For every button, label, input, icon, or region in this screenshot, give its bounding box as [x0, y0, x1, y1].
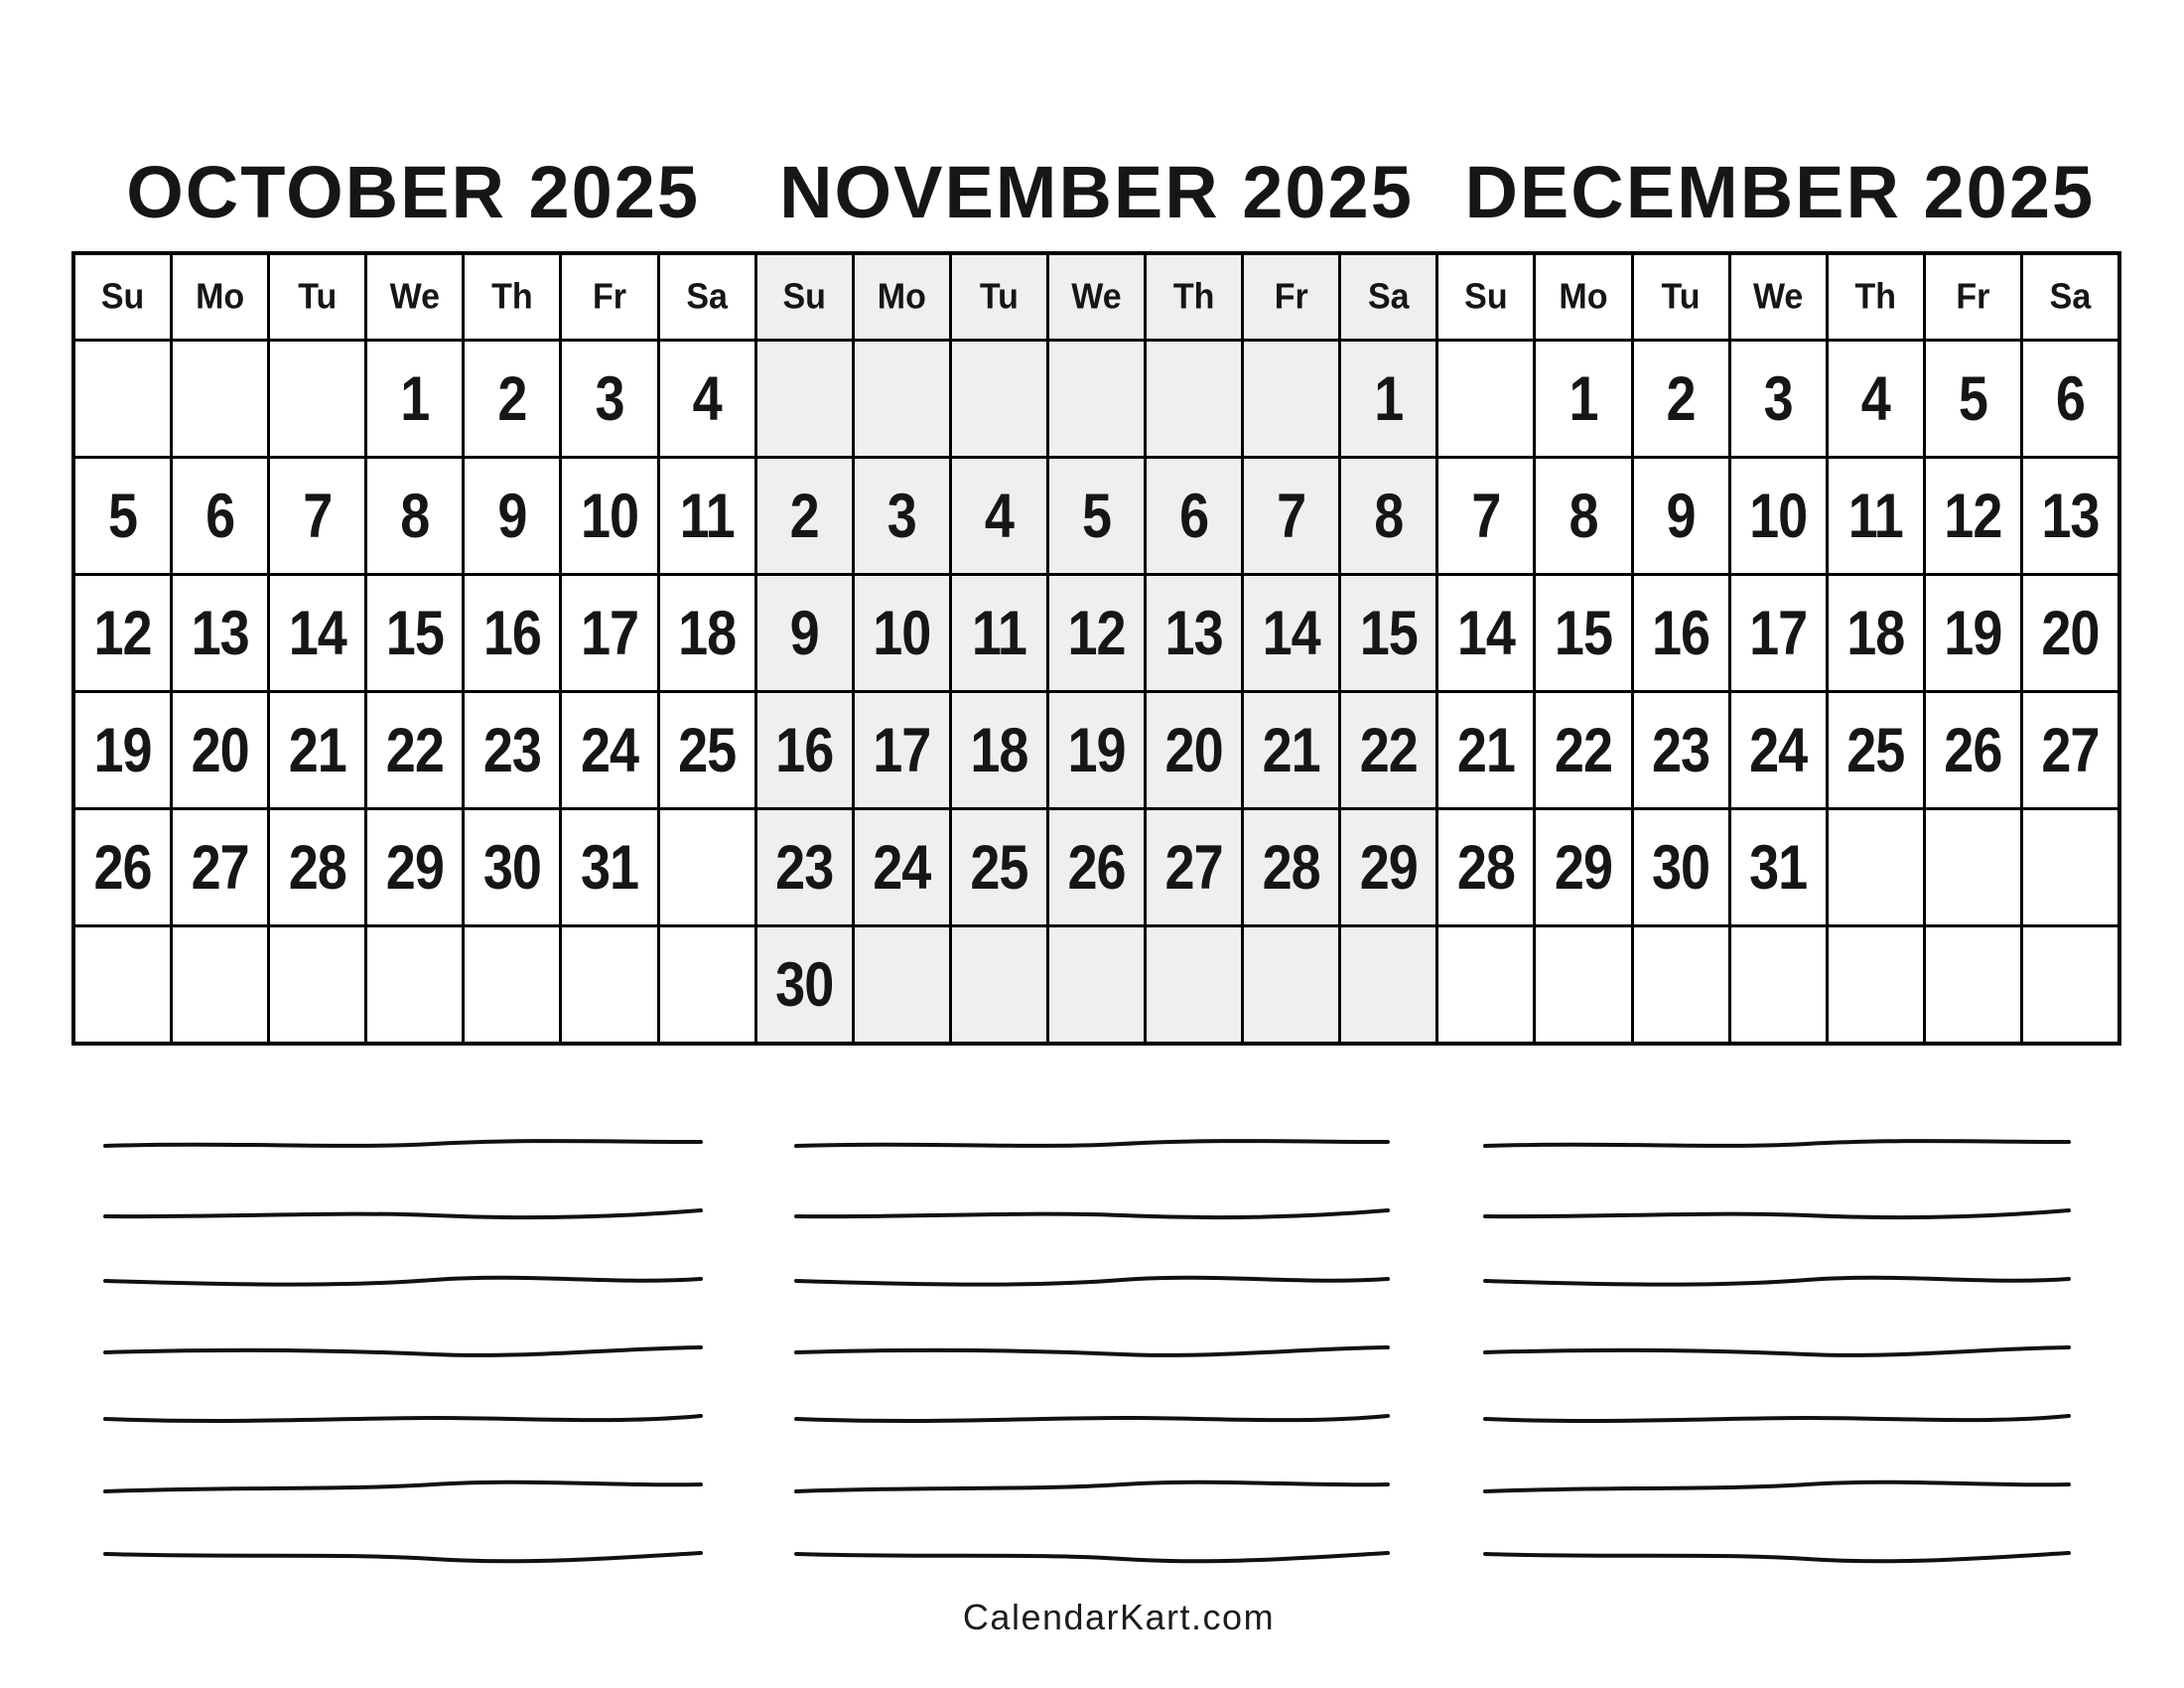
note-line: [796, 1553, 1388, 1561]
date-number: 5: [1958, 363, 1987, 434]
date-cell: [1731, 459, 1826, 573]
date-number: 6: [2055, 363, 2085, 434]
day-header-cell: [465, 255, 559, 339]
date-number: 31: [580, 832, 639, 903]
day-header-label: Fr: [1274, 276, 1308, 317]
date-cell: [1244, 927, 1338, 1042]
day-header-cell: [1536, 255, 1630, 339]
date-cell: [270, 459, 364, 573]
date-number: 23: [1652, 715, 1710, 785]
day-header-cell: [660, 255, 754, 339]
date-number: 3: [1763, 363, 1793, 434]
date-cell: [1829, 459, 1923, 573]
day-header-cell: [75, 255, 170, 339]
day-header-cell: [1438, 255, 1533, 339]
date-number: 12: [93, 598, 152, 668]
date-cell: [660, 693, 754, 807]
date-cell: [952, 810, 1046, 924]
date-cell: [1926, 342, 2020, 456]
three-month-calendar-grid: [71, 251, 2121, 1046]
date-cell: [1634, 342, 1728, 456]
date-number: 26: [1944, 715, 2002, 785]
date-number: 1: [1374, 363, 1404, 434]
date-cell: [757, 576, 852, 690]
date-number: 17: [873, 715, 931, 785]
date-number: 13: [1164, 598, 1223, 668]
date-number: 23: [482, 715, 541, 785]
date-cell: [1341, 693, 1435, 807]
date-cell: [1147, 576, 1241, 690]
note-line: [105, 1347, 701, 1355]
day-header-label: We: [1071, 276, 1122, 317]
date-number: 8: [1569, 481, 1598, 551]
date-number: 7: [303, 481, 333, 551]
day-header-label: Sa: [686, 276, 728, 317]
date-cell: [1341, 342, 1435, 456]
notes-lines-group: [790, 1132, 1394, 1635]
date-number: 22: [385, 715, 444, 785]
date-cell: [855, 810, 949, 924]
date-cell: [367, 693, 462, 807]
date-cell: [1634, 459, 1728, 573]
day-header-label: We: [1752, 276, 1804, 317]
date-cell: [1244, 576, 1338, 690]
date-number: 11: [1847, 481, 1903, 551]
date-number: 20: [1164, 715, 1223, 785]
date-cell: [1926, 810, 2020, 924]
day-header-cell: [855, 255, 949, 339]
date-cell: [1147, 693, 1241, 807]
date-cell: [855, 927, 949, 1042]
date-cell: [1926, 459, 2020, 573]
date-cell: [1829, 810, 1923, 924]
date-number: 21: [1262, 715, 1320, 785]
date-cell: [367, 342, 462, 456]
day-header-label: Th: [491, 276, 533, 317]
date-cell: [562, 576, 656, 690]
date-cell: [75, 810, 170, 924]
day-header-label: Tu: [979, 276, 1019, 317]
note-line: [105, 1278, 701, 1285]
date-cell: [1536, 810, 1630, 924]
date-number: 24: [580, 715, 639, 785]
date-number: 4: [1860, 363, 1890, 434]
month-title-november: NOVEMBER 2025: [779, 150, 1414, 233]
date-cell: [660, 342, 754, 456]
date-cell: [75, 693, 170, 807]
date-cell: [270, 810, 364, 924]
note-line: [1485, 1278, 2069, 1285]
date-number: 11: [679, 481, 735, 551]
date-cell: [1926, 927, 2020, 1042]
day-header-cell: [952, 255, 1046, 339]
date-number: 25: [678, 715, 737, 785]
date-cell: [952, 693, 1046, 807]
date-number: 3: [595, 363, 624, 434]
note-line: [105, 1482, 701, 1491]
day-header-label: Th: [1172, 276, 1215, 317]
date-cell: [1731, 927, 1826, 1042]
date-cell: [270, 576, 364, 690]
date-number: 17: [1749, 598, 1808, 668]
date-cell: [367, 459, 462, 573]
date-cell: [1244, 342, 1338, 456]
date-cell: [855, 693, 949, 807]
date-cell: [1438, 810, 1533, 924]
date-number: 1: [1569, 363, 1598, 434]
date-cell: [1438, 693, 1533, 807]
date-cell: [2023, 927, 2117, 1042]
date-cell: [1731, 810, 1826, 924]
date-number: 28: [288, 832, 346, 903]
date-number: 29: [1554, 832, 1612, 903]
day-header-label: Sa: [2049, 276, 2092, 317]
date-number: 5: [1081, 481, 1112, 551]
date-cell: [173, 810, 267, 924]
date-number: 16: [775, 715, 834, 785]
date-cell: [75, 459, 170, 573]
date-number: 16: [482, 598, 541, 668]
date-number: 6: [205, 481, 235, 551]
day-header-cell: [1341, 255, 1435, 339]
note-line: [105, 1553, 701, 1561]
date-cell: [1341, 810, 1435, 924]
date-cell: [562, 693, 656, 807]
day-header-cell: [1926, 255, 2020, 339]
date-cell: [757, 927, 852, 1042]
date-number: 2: [789, 481, 819, 551]
footer-brand-text: CalendarKart.com: [962, 1597, 1276, 1637]
date-number: 7: [1277, 481, 1306, 551]
date-cell: [465, 342, 559, 456]
note-line: [105, 1141, 701, 1146]
date-cell: [1049, 927, 1144, 1042]
date-cell: [465, 693, 559, 807]
date-number: 30: [482, 832, 541, 903]
date-number: 11: [971, 598, 1026, 668]
date-cell: [1634, 810, 1728, 924]
date-number: 26: [1067, 832, 1126, 903]
date-number: 9: [1666, 481, 1696, 551]
date-cell: [1829, 576, 1923, 690]
date-number: 10: [873, 598, 931, 668]
date-cell: [173, 342, 267, 456]
date-number: 5: [108, 481, 138, 551]
date-cell: [660, 576, 754, 690]
date-cell: [1926, 693, 2020, 807]
date-number: 25: [970, 832, 1028, 903]
date-cell: [2023, 693, 2117, 807]
day-header-cell: [757, 255, 852, 339]
note-line: [796, 1210, 1388, 1217]
note-line: [1485, 1347, 2069, 1355]
date-number: 19: [1944, 598, 2002, 668]
date-cell: [173, 459, 267, 573]
date-cell: [1536, 342, 1630, 456]
date-number: 28: [1456, 832, 1515, 903]
date-cell: [465, 810, 559, 924]
date-number: 14: [1456, 598, 1515, 668]
date-number: 20: [2041, 598, 2100, 668]
note-line: [796, 1482, 1388, 1491]
day-header-label: Su: [100, 276, 145, 317]
month-titles-row: [71, 147, 2121, 236]
date-number: 1: [400, 363, 430, 434]
date-cell: [1634, 927, 1728, 1042]
date-cell: [2023, 342, 2117, 456]
date-cell: [1341, 459, 1435, 573]
date-cell: [1829, 927, 1923, 1042]
date-number: 15: [1554, 598, 1612, 668]
date-cell: [1731, 342, 1826, 456]
date-number: 10: [1749, 481, 1808, 551]
date-number: 27: [191, 832, 249, 903]
day-header-label: Sa: [1367, 276, 1410, 317]
date-number: 27: [1164, 832, 1223, 903]
date-cell: [1049, 459, 1144, 573]
month-title-december: DECEMBER 2025: [1464, 150, 2096, 233]
day-header-cell: [1634, 255, 1728, 339]
date-cell: [1244, 810, 1338, 924]
date-number: 14: [288, 598, 346, 668]
day-header-cell: [2023, 255, 2117, 339]
day-header-cell: [270, 255, 364, 339]
date-cell: [465, 927, 559, 1042]
date-cell: [1731, 576, 1826, 690]
date-cell: [1244, 693, 1338, 807]
day-header-label: Mo: [1559, 276, 1608, 317]
date-cell: [757, 810, 852, 924]
day-header-cell: [1829, 255, 1923, 339]
date-cell: [75, 576, 170, 690]
date-cell: [660, 810, 754, 924]
date-cell: [1536, 576, 1630, 690]
date-number: 15: [385, 598, 444, 668]
date-cell: [1147, 459, 1241, 573]
note-line: [796, 1347, 1388, 1355]
date-cell: [1634, 693, 1728, 807]
day-header-cell: [1049, 255, 1144, 339]
date-number: 21: [1456, 715, 1515, 785]
date-cell: [1147, 810, 1241, 924]
date-number: 9: [789, 598, 819, 668]
date-number: 2: [1666, 363, 1696, 434]
date-cell: [75, 342, 170, 456]
date-number: 22: [1554, 715, 1612, 785]
date-cell: [757, 459, 852, 573]
note-line: [796, 1416, 1388, 1421]
date-cell: [1341, 576, 1435, 690]
date-number: 14: [1262, 598, 1320, 668]
date-number: 4: [692, 363, 722, 434]
date-cell: [173, 927, 267, 1042]
date-number: 12: [1067, 598, 1126, 668]
date-number: 13: [2041, 481, 2100, 551]
date-cell: [75, 927, 170, 1042]
date-cell: [952, 927, 1046, 1042]
day-header-cell: [562, 255, 656, 339]
date-cell: [1244, 459, 1338, 573]
date-cell: [952, 459, 1046, 573]
day-header-cell: [173, 255, 267, 339]
date-number: 17: [580, 598, 639, 668]
date-number: 15: [1359, 598, 1418, 668]
note-line: [1485, 1553, 2069, 1561]
date-cell: [270, 927, 364, 1042]
date-number: 29: [1359, 832, 1418, 903]
day-header-cell: [1244, 255, 1338, 339]
date-cell: [1926, 576, 2020, 690]
date-cell: [1829, 693, 1923, 807]
date-cell: [2023, 576, 2117, 690]
date-cell: [2023, 459, 2117, 573]
notes-lines-group: [99, 1132, 707, 1635]
date-number: 30: [1652, 832, 1710, 903]
date-cell: [1536, 459, 1630, 573]
note-line: [105, 1210, 701, 1217]
notes-lines-group: [1479, 1132, 2075, 1635]
day-header-label: Su: [782, 276, 826, 317]
date-cell: [1147, 927, 1241, 1042]
date-number: 18: [1846, 598, 1905, 668]
day-header-cell: [1731, 255, 1826, 339]
date-number: 18: [970, 715, 1028, 785]
date-number: 24: [873, 832, 931, 903]
date-number: 4: [984, 481, 1014, 551]
day-header-label: Th: [1854, 276, 1897, 317]
date-number: 28: [1262, 832, 1320, 903]
day-header-label: Fr: [593, 276, 627, 317]
date-cell: [1438, 342, 1533, 456]
date-cell: [660, 459, 754, 573]
day-header-label: Tu: [298, 276, 338, 317]
note-line: [1485, 1210, 2069, 1217]
note-line: [105, 1416, 701, 1421]
note-line: [796, 1278, 1388, 1285]
day-header-label: Su: [1464, 276, 1508, 317]
date-number: 6: [1179, 481, 1209, 551]
date-number: 13: [191, 598, 249, 668]
date-number: 30: [775, 949, 834, 1020]
date-number: 19: [93, 715, 152, 785]
date-number: 25: [1846, 715, 1905, 785]
date-cell: [562, 927, 656, 1042]
date-cell: [1536, 693, 1630, 807]
day-header-label: Fr: [1956, 276, 1990, 317]
date-number: 16: [1652, 598, 1710, 668]
date-number: 27: [2041, 715, 2100, 785]
date-cell: [1634, 576, 1728, 690]
day-header-cell: [1147, 255, 1241, 339]
note-line: [1485, 1482, 2069, 1491]
date-number: 8: [400, 481, 430, 551]
note-line: [796, 1141, 1388, 1146]
date-cell: [1049, 810, 1144, 924]
date-cell: [1049, 576, 1144, 690]
date-cell: [855, 342, 949, 456]
date-cell: [173, 576, 267, 690]
date-number: 20: [191, 715, 249, 785]
month-title-october: OCTOBER 2025: [126, 150, 701, 233]
date-cell: [367, 927, 462, 1042]
date-number: 2: [497, 363, 527, 434]
date-cell: [1438, 576, 1533, 690]
date-number: 19: [1067, 715, 1126, 785]
date-cell: [1049, 342, 1144, 456]
date-number: 22: [1359, 715, 1418, 785]
date-cell: [270, 693, 364, 807]
date-cell: [1731, 693, 1826, 807]
date-cell: [562, 342, 656, 456]
date-cell: [952, 342, 1046, 456]
date-number: 21: [288, 715, 346, 785]
date-number: 8: [1374, 481, 1404, 551]
date-number: 3: [887, 481, 916, 551]
date-cell: [270, 342, 364, 456]
date-cell: [367, 810, 462, 924]
date-number: 24: [1749, 715, 1808, 785]
date-number: 12: [1944, 481, 2002, 551]
day-header-label: Mo: [877, 276, 926, 317]
date-cell: [1049, 693, 1144, 807]
date-cell: [1536, 927, 1630, 1042]
date-cell: [660, 927, 754, 1042]
date-number: 9: [497, 481, 527, 551]
date-cell: [562, 810, 656, 924]
date-number: 23: [775, 832, 834, 903]
date-cell: [173, 693, 267, 807]
date-number: 18: [678, 598, 737, 668]
date-number: 7: [1471, 481, 1501, 551]
date-number: 26: [93, 832, 152, 903]
day-header-label: Tu: [1661, 276, 1701, 317]
day-header-cell: [367, 255, 462, 339]
date-cell: [1341, 927, 1435, 1042]
date-number: 29: [385, 832, 444, 903]
date-cell: [465, 576, 559, 690]
date-cell: [757, 342, 852, 456]
note-line: [1485, 1141, 2069, 1146]
date-cell: [562, 459, 656, 573]
date-number: 31: [1749, 832, 1808, 903]
date-number: 10: [580, 481, 639, 551]
date-cell: [1829, 342, 1923, 456]
note-line: [1485, 1416, 2069, 1421]
date-cell: [465, 459, 559, 573]
date-cell: [1438, 927, 1533, 1042]
date-cell: [1438, 459, 1533, 573]
date-cell: [2023, 810, 2117, 924]
day-header-label: We: [389, 276, 441, 317]
date-cell: [367, 576, 462, 690]
date-cell: [855, 576, 949, 690]
day-header-label: Mo: [196, 276, 245, 317]
date-cell: [757, 693, 852, 807]
date-cell: [952, 576, 1046, 690]
date-cell: [1147, 342, 1241, 456]
date-cell: [855, 459, 949, 573]
